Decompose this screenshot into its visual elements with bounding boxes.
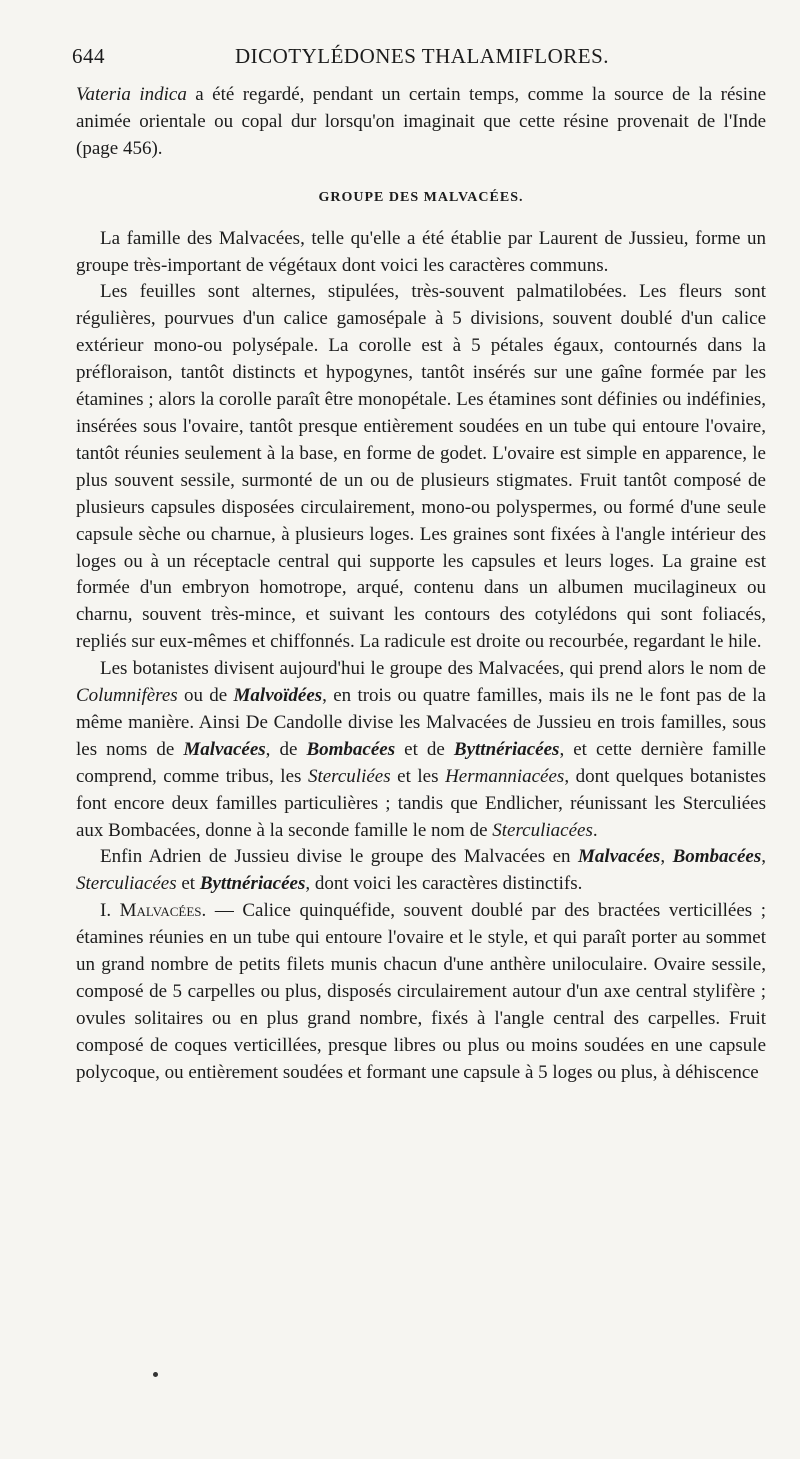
text-run: , de: [265, 738, 307, 760]
page-header: [72, 44, 772, 72]
taxon-name: Columnifères: [76, 685, 178, 707]
ink-dot: [153, 1372, 158, 1377]
taxon-name: Sterculiacées: [492, 819, 593, 841]
text-run: , dont quelques botanistes font encore deux familles particulières ; tandis que Endlicher, réunissant les Sterculiées aux Bombacées, donne à la seconde famille le nom de: [76, 765, 766, 841]
text-run: et: [176, 873, 200, 895]
text-run: .: [592, 819, 598, 841]
text-run: , en trois ou quatre familles, mais ils ne le font pas de la même manière. Ainsi De Candolle divise les Malvacées de Jussieu en trois familles, sous les noms de: [76, 685, 766, 760]
running-title: DICOTYLÉDONES THALAMIFLORES.: [234, 44, 610, 68]
text-run: — Calice quinquéfide, souvent doublé par des bractées verticillées ; étamines réunies en un tube qui entoure l'ovaire et le style, et qui paraît porter au sommet un grand nombre de petits filets munis chacun d'une anthère uniloculaire. Ovaire sessile, composé de 5 carpelles ou plus, disposés circulairement autour d'un axe central stylifère ; ovules solitaires ou en plus grand nombre, fixés à l'angle central des carpelles. Fruit composé de coques verticillées, presque libres ou plus ou moins soudées en une capsule polycoque, ou entièrement soudées et formant une capsule à 5 loges ou plus, à déhiscence: [76, 900, 767, 1083]
text-run: ,: [761, 846, 766, 868]
paragraph-jussieu: [76, 844, 766, 898]
taxon-name: Malvoïdées: [233, 685, 323, 707]
text-run: ,: [660, 846, 673, 868]
page-number: 644: [72, 44, 105, 68]
text-run: et les: [390, 765, 446, 787]
paragraph-malvacees: [76, 898, 766, 1086]
taxon-name: Byttnériacées: [453, 738, 560, 760]
text-run: ou de: [177, 685, 234, 707]
taxon-name: Byttnériacées: [199, 873, 306, 895]
taxon-name: Sterculiées: [307, 765, 391, 787]
paragraph-botanistes: [76, 656, 766, 844]
text-run: Les botanistes divisent aujourd'hui le groupe des Malvacées, qui prend alors le nom de: [100, 658, 766, 680]
page-body: [76, 82, 766, 1087]
taxon-name: Malvacées: [578, 846, 661, 868]
intro-paragraph: [76, 82, 766, 163]
section-label: I. Malvacées.: [100, 900, 207, 922]
text-run: Enfin Adrien de Jussieu divise le groupe des Malvacées en: [100, 846, 579, 868]
section-heading: GROUPE DES MALVACÉES.: [318, 189, 524, 205]
taxon-name: Sterculiacées: [76, 873, 177, 895]
paragraph-caracteres: Les feuilles sont alternes, stipulées, très-souvent palmatilobées. Les fleurs sont régulières, pourvues d'un calice gamosépale à 5 divisions, souvent doublé d'un calice extérieur mono-ou polysépale. La corolle est à 5 pétales égaux, contournés dans la préfloraison, tantôt distincts et hypogynes, tantôt insérés sur une gaîne formée par les étamines ; alors la corolle paraît être monopétale. Les étamines sont définies ou indéfinies, insérées sous l'ovaire, tantôt presque entièrement soudées en un tube qui entoure l'ovaire, tantôt réunies seulement à la base, en forme de godet. L'ovaire est simple en apparence, le plus souvent sessile, surmonté de un ou de plusieurs stigmates. Fruit tantôt composé de plusieurs capsules disposées circulairement, mono-ou polyspermes, ou formé d'une seule capsule sèche ou charnue, à plusieurs loges. Les graines sont fixées à l'angle intérieur des loges ou à un réceptacle central qui supporte les capsules et leurs loges. La graine est formée d'un embryon homotrope, arqué, contenu dans un albumen mucilagineux ou charnu, souvent très-mince, et suivant les contours des cotylédons qui sont foliacés, repliés sur eux-mêmes et chiffonnés. La radicule est droite ou recourbée, regardant le hile.: [76, 281, 766, 653]
paragraph-famille: La famille des Malvacées, telle qu'elle a été établie par Laurent de Jussieu, forme un groupe très-important de végétaux dont voici les caractères communs.: [76, 227, 766, 276]
taxon-name: Hermanniacées: [445, 765, 565, 787]
intro-text: a été regardé, pendant un certain temps, comme la source de la résine animée orientale ou copal dur lorsqu'on imaginait que cette résine provenait de l'Inde (page 456).: [76, 84, 766, 159]
species-name: Vateria indica: [76, 84, 187, 105]
text-run: et de: [395, 738, 454, 760]
taxon-name: Bombacées: [306, 738, 396, 760]
text-run: , dont voici les caractères distinctifs.: [305, 873, 583, 895]
taxon-name: Bombacées: [672, 846, 762, 868]
text-run: , et cette dernière famille comprend, comme tribus, les: [76, 738, 766, 787]
taxon-name: Malvacées: [183, 738, 266, 760]
